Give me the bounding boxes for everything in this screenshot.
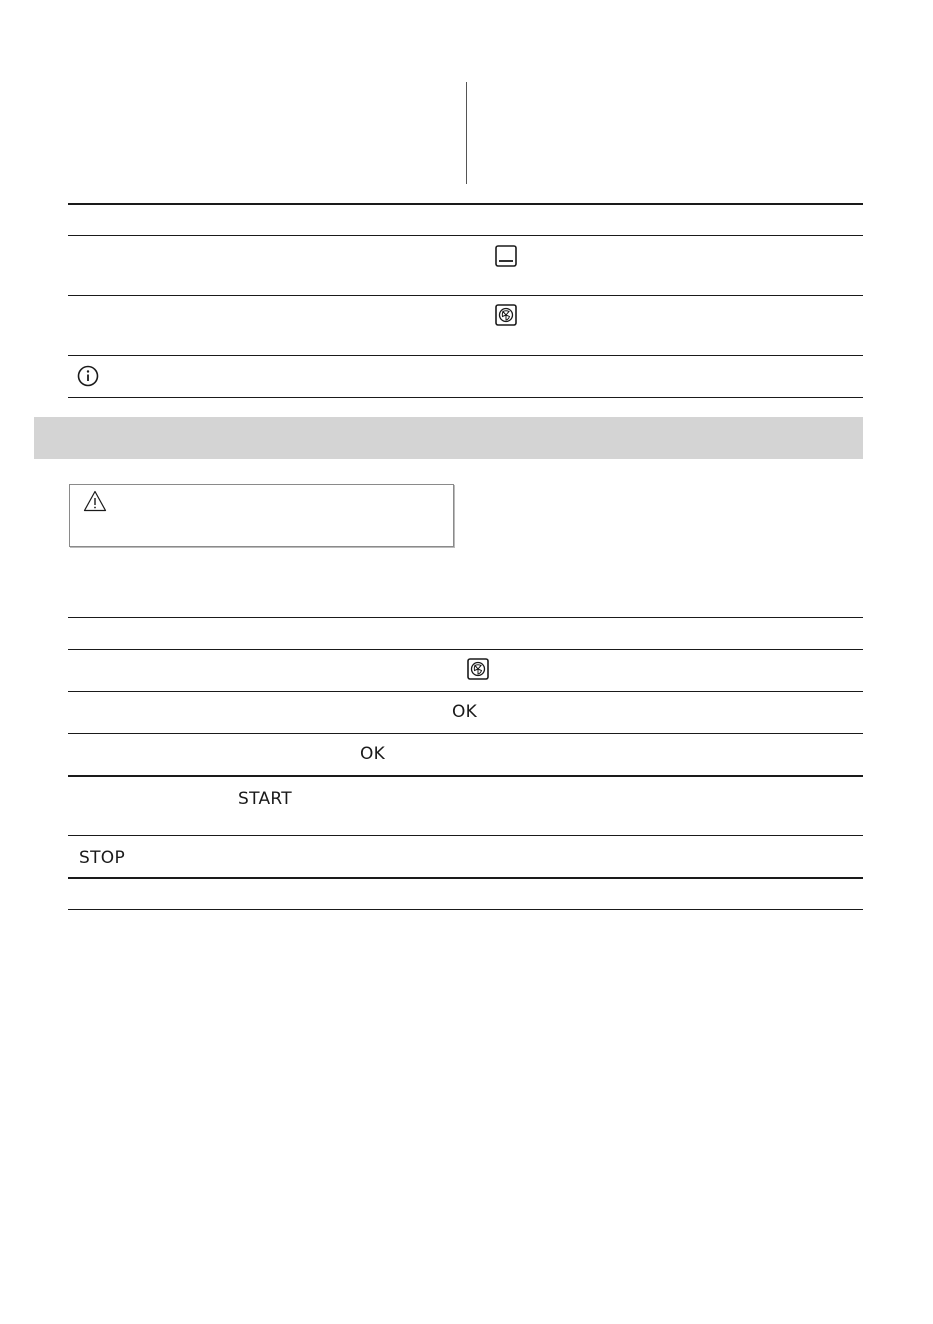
section-heading-band xyxy=(34,417,863,459)
table-row-rule xyxy=(68,295,863,296)
fan-icon xyxy=(467,658,489,684)
steps-row-rule xyxy=(68,835,863,836)
table-header-rule xyxy=(68,235,863,236)
column-divider xyxy=(466,82,467,184)
oven-light-icon xyxy=(495,245,517,271)
fan-icon xyxy=(495,304,517,330)
table-row-rule xyxy=(68,355,863,356)
steps-table-header-rule xyxy=(68,649,863,650)
ok-label: OK xyxy=(360,744,386,764)
steps-row-rule xyxy=(68,691,863,692)
steps-table-top-rule xyxy=(68,617,863,618)
start-label: START xyxy=(238,789,292,809)
steps-row-rule xyxy=(68,775,863,777)
warning-triangle-icon xyxy=(83,490,107,516)
warning-box xyxy=(69,484,454,547)
table-bottom-rule xyxy=(68,397,863,398)
ok-label: OK xyxy=(452,702,478,722)
info-icon xyxy=(77,365,99,391)
steps-row-rule xyxy=(68,733,863,734)
table-top-rule xyxy=(68,203,863,205)
stop-label: STOP xyxy=(79,848,126,868)
steps-table-bottom-rule xyxy=(68,909,863,910)
steps-row-rule xyxy=(68,877,863,879)
